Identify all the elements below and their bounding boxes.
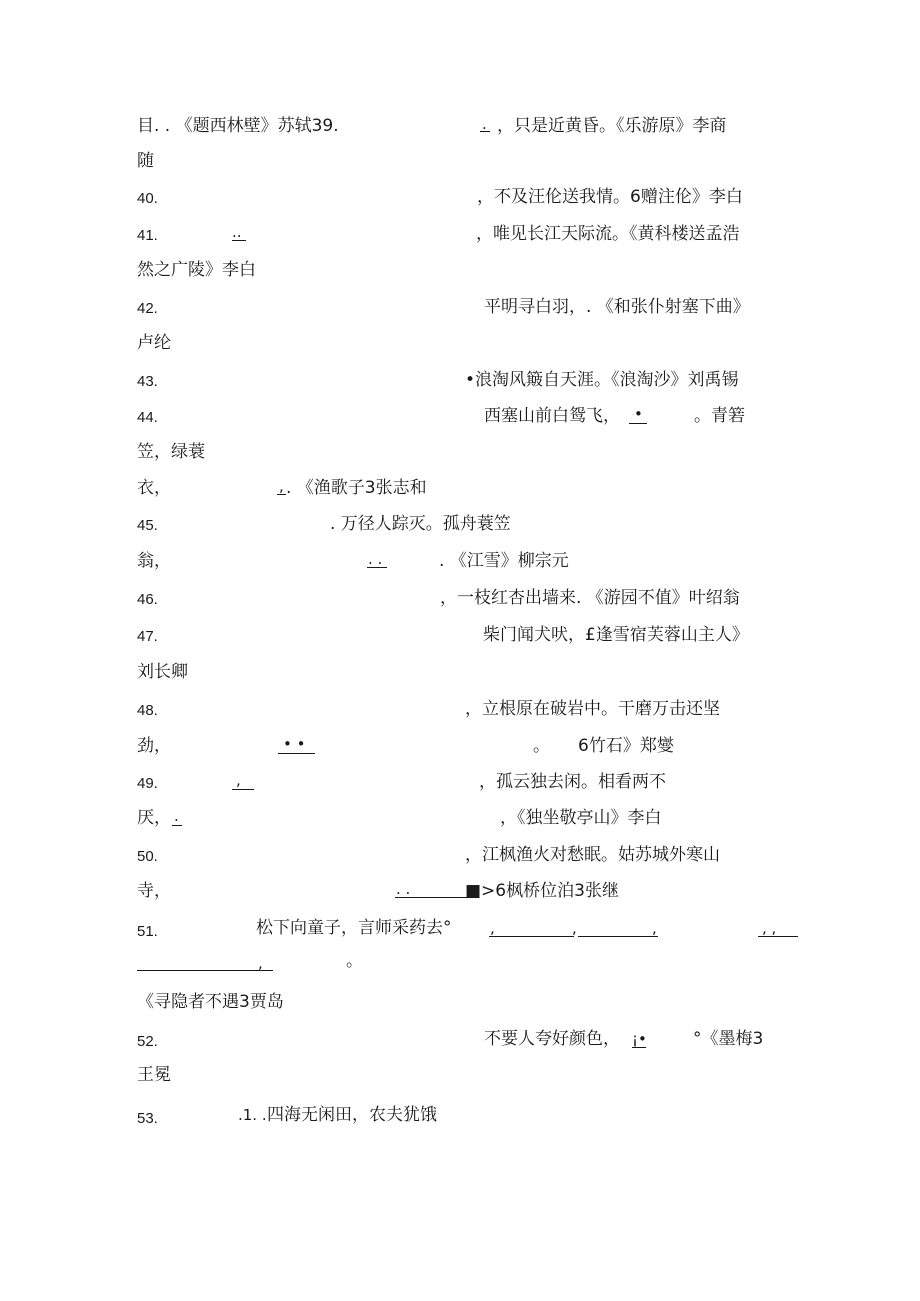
blank-mark: , xyxy=(652,919,657,937)
answer-blank-underline xyxy=(232,240,246,241)
text-line: 平明寻白羽，. 《和张仆射塞下曲》 xyxy=(484,297,750,317)
text-line: ，唯见长江天际流。《黄科楼送孟浩 xyxy=(476,224,740,244)
text-line: ，立根原在破岩中。干磨万击还坚 xyxy=(465,699,720,719)
text-line: 劲， xyxy=(137,736,171,756)
text-line: 刘长卿 xyxy=(137,662,188,682)
question-number: 40. xyxy=(137,190,158,207)
question-number: 52. xyxy=(137,1033,158,1050)
text-line: ，不及汪伦送我情。6赠注伦》李白 xyxy=(477,187,743,207)
answer-blank-underline xyxy=(395,897,468,898)
blank-mark: . . xyxy=(368,550,383,568)
text-line: 柴门闻犬吠，£逢雪宿芙蓉山主人》 xyxy=(483,625,749,645)
answer-blank-underline xyxy=(172,825,182,826)
text-line: . 《渔歌子3张志和 xyxy=(286,478,427,498)
blank-mark: . . xyxy=(396,880,411,898)
blank-mark: .. xyxy=(232,223,242,241)
question-number: 46. xyxy=(137,591,158,608)
answer-blank-underline xyxy=(578,936,658,937)
text-line: ，孤云独去闲。相看两不 xyxy=(479,772,666,792)
blank-mark: , xyxy=(572,919,577,937)
text-line: ，江枫渔火对愁眠。姑苏城外寒山 xyxy=(465,845,720,865)
text-line: 随 xyxy=(137,151,154,171)
text-line: 不要人夸好颜色， xyxy=(484,1029,620,1049)
text-line: 《寻隐者不遇3贾岛 xyxy=(137,992,284,1012)
text-line: 。青箬 xyxy=(694,406,745,426)
question-number: 44. xyxy=(137,409,158,426)
answer-blank-underline xyxy=(480,131,490,132)
blank-mark: , xyxy=(236,771,241,789)
question-number: 49. xyxy=(137,775,158,792)
text-line: ，一枝红杏出墙来. 《游园不值》叶绍翁 xyxy=(440,588,740,608)
text-line: 翁， xyxy=(137,551,171,571)
blank-mark: • • xyxy=(283,735,306,753)
text-line: 厌， xyxy=(137,808,171,828)
answer-blank-underline xyxy=(632,1047,646,1048)
answer-blank-underline xyxy=(489,936,574,937)
question-number: 43. xyxy=(137,373,158,390)
blank-mark: , xyxy=(279,477,284,495)
text-line: 四海无闲田，农夫犹饿 xyxy=(267,1105,437,1125)
question-number: 41. xyxy=(137,227,158,244)
text-line: ，《独坐敬亭山》李白 xyxy=(500,808,662,828)
blank-mark: . xyxy=(482,115,487,133)
question-number: 47. xyxy=(137,628,158,645)
blank-mark: , , xyxy=(762,919,777,937)
text-line: . 万径人踪灭。孤舟蓑笠 xyxy=(330,514,511,534)
answer-blank-underline xyxy=(367,567,387,568)
text-line: 6竹石》郑燮 xyxy=(578,736,674,756)
text-line: 卢纶 xyxy=(137,333,171,353)
question-number: 48. xyxy=(137,702,158,719)
blank-mark: ¡• xyxy=(632,1030,647,1048)
question-number: 51. xyxy=(137,923,158,940)
text-line: 王冕 xyxy=(137,1065,171,1085)
text-line: 寺， xyxy=(137,881,171,901)
text-line: •浪淘风簸自天涯。《浪淘沙》刘禹锡 xyxy=(465,370,739,390)
answer-blank-underline xyxy=(629,423,647,424)
text-line: 松下向童子，言师采药去° xyxy=(256,918,452,938)
text-line: ，只是近黄昏。《乐游原》李商 xyxy=(497,116,727,136)
question-number: 50. xyxy=(137,848,158,865)
text-line: 目. . 《题西林壁》苏轼39. xyxy=(137,116,339,136)
text-line: °《墨梅3 xyxy=(693,1029,764,1049)
text-line: 笠，绿蓑 xyxy=(137,442,205,462)
question-number: 45. xyxy=(137,517,158,534)
text-line: 。 xyxy=(346,951,363,971)
question-number: 53. xyxy=(137,1110,158,1127)
blank-mark: . xyxy=(174,807,179,825)
text-line: 然之广陵》李白 xyxy=(137,260,256,280)
text-line: 西塞山前白鸳飞， xyxy=(484,406,620,426)
answer-blank-underline xyxy=(278,753,315,754)
answer-blank-underline xyxy=(758,936,798,937)
answer-blank-underline xyxy=(232,789,254,790)
blank-mark: .1. . xyxy=(238,1106,267,1124)
question-number: 42. xyxy=(137,300,158,317)
answer-blank-underline xyxy=(137,970,273,971)
blank-mark: , xyxy=(258,954,263,972)
text-line: 衣， xyxy=(137,478,171,498)
text-line: . 《江雪》柳宗元 xyxy=(439,551,569,571)
text-line: ■>6枫桥位泊3张继 xyxy=(465,881,619,901)
blank-mark: • xyxy=(634,405,643,423)
blank-mark: , xyxy=(490,919,495,937)
answer-blank-underline xyxy=(277,494,286,495)
text-line: 。 xyxy=(533,736,550,756)
